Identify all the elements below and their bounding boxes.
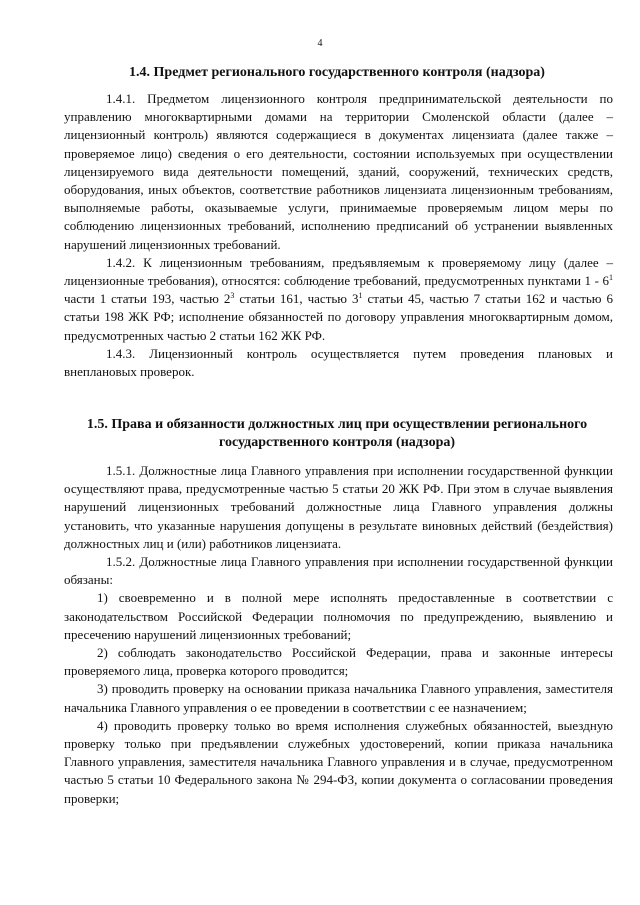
paragraph: 1.4.3. Лицензионный контроль осуществляется путем проведения плановых и внеплановых проверок. — [64, 345, 613, 380]
section-heading: 1.4. Предмет регионального государственного контроля (надзора) — [129, 65, 545, 80]
list-item: 4) проводить проверку только во время исполнения служебных обязанностей, выездную проверку только при предъявлении служебных удостоверений, копии приказа начальника Главного управления, заместителя начальника Главного управления и в случае, предусмотренном частью 5 статьи 10 Федерального закона № 294-ФЗ, копии документа о согласовании проведения проверки; — [64, 717, 613, 806]
section-heading: 1.5. Права и обязанности должностных лиц при осуществлении регионального государственного контроля (надзора) — [86, 417, 588, 450]
section-body — [64, 462, 613, 808]
superscript: 3 — [230, 291, 235, 301]
paragraph: 1.4.1. Предметом лицензионного контроля предпринимательской деятельности по управлению многоквартирными домами на территории Смоленской области (далее – лицензионный контроль) являются содержащиеся в документах лицензиата (далее также – проверяемое лицо) сведения о его деятельности, состоянии используемых при осуществлении лицензируемого вида деятельности помещений, зданий, сооружений, технических средств, оборудования, иных объектов, соответствие работников лицензиата лицензионным требованиям, выполняемые работы, оказываемые услуги, принимаемые проверяемым лицом меры по соблюдению лицензионных требований, исполнению предписаний об устранении выявленных нарушений лицензионных требований. — [64, 91, 613, 252]
superscript: 1 — [358, 291, 363, 301]
page-number: 4 — [317, 38, 323, 49]
list-item: 3) проводить проверку на основании приказа начальника Главного управления, заместителя начальника Главного управления о ее проведении в соответствии с ее назначением; — [64, 681, 613, 715]
paragraph: 1.5.2. Должностные лица Главного управления при исполнении государственной функции обязаны: — [64, 554, 613, 588]
superscript: 1 — [609, 273, 613, 283]
paragraph: 1.5.1. Должностные лица Главного управления при исполнении государственной функции осуществляют права, предусмотренные частью 5 статьи 20 ЖК РФ. При этом в случае выявления нарушений лицензионных требований должностные лица Главного управления должны установить, что указанные нарушения допущены в результате виновных действий (бездействия) должностных лиц и (или) работников лицензиата. — [64, 463, 613, 551]
list-item: 1) своевременно и в полной мере исполнять предоставленные в соответствии с законодательством Российской Федерации полномочия по предупреждению, выявлению и пресечению нарушений лицензионных требований; — [64, 590, 613, 642]
paragraph: 1.4.2. К лицензионным требованиям, предъявляемым к проверяемому лицу (далее – лицензионные требования), относятся: соблюдение требований, предусмотренных пунктами $1 - 6^1$ части 1 статьи 193, частью $2^3$ статьи 161, частью $3^1$ статьи 45, частью 7 статьи 162 и частью 6 статьи 198 ЖК РФ; исполнение обязанностей по договору управления многоквартирным домом, предусмотренных частью 2 статьи 162 ЖК РФ. — [64, 254, 613, 343]
section-body — [64, 90, 613, 381]
list-item: 2) соблюдать законодательство Российской Федерации, права и законные интересы проверяемого лица, проверка которого проводится; — [64, 645, 613, 679]
